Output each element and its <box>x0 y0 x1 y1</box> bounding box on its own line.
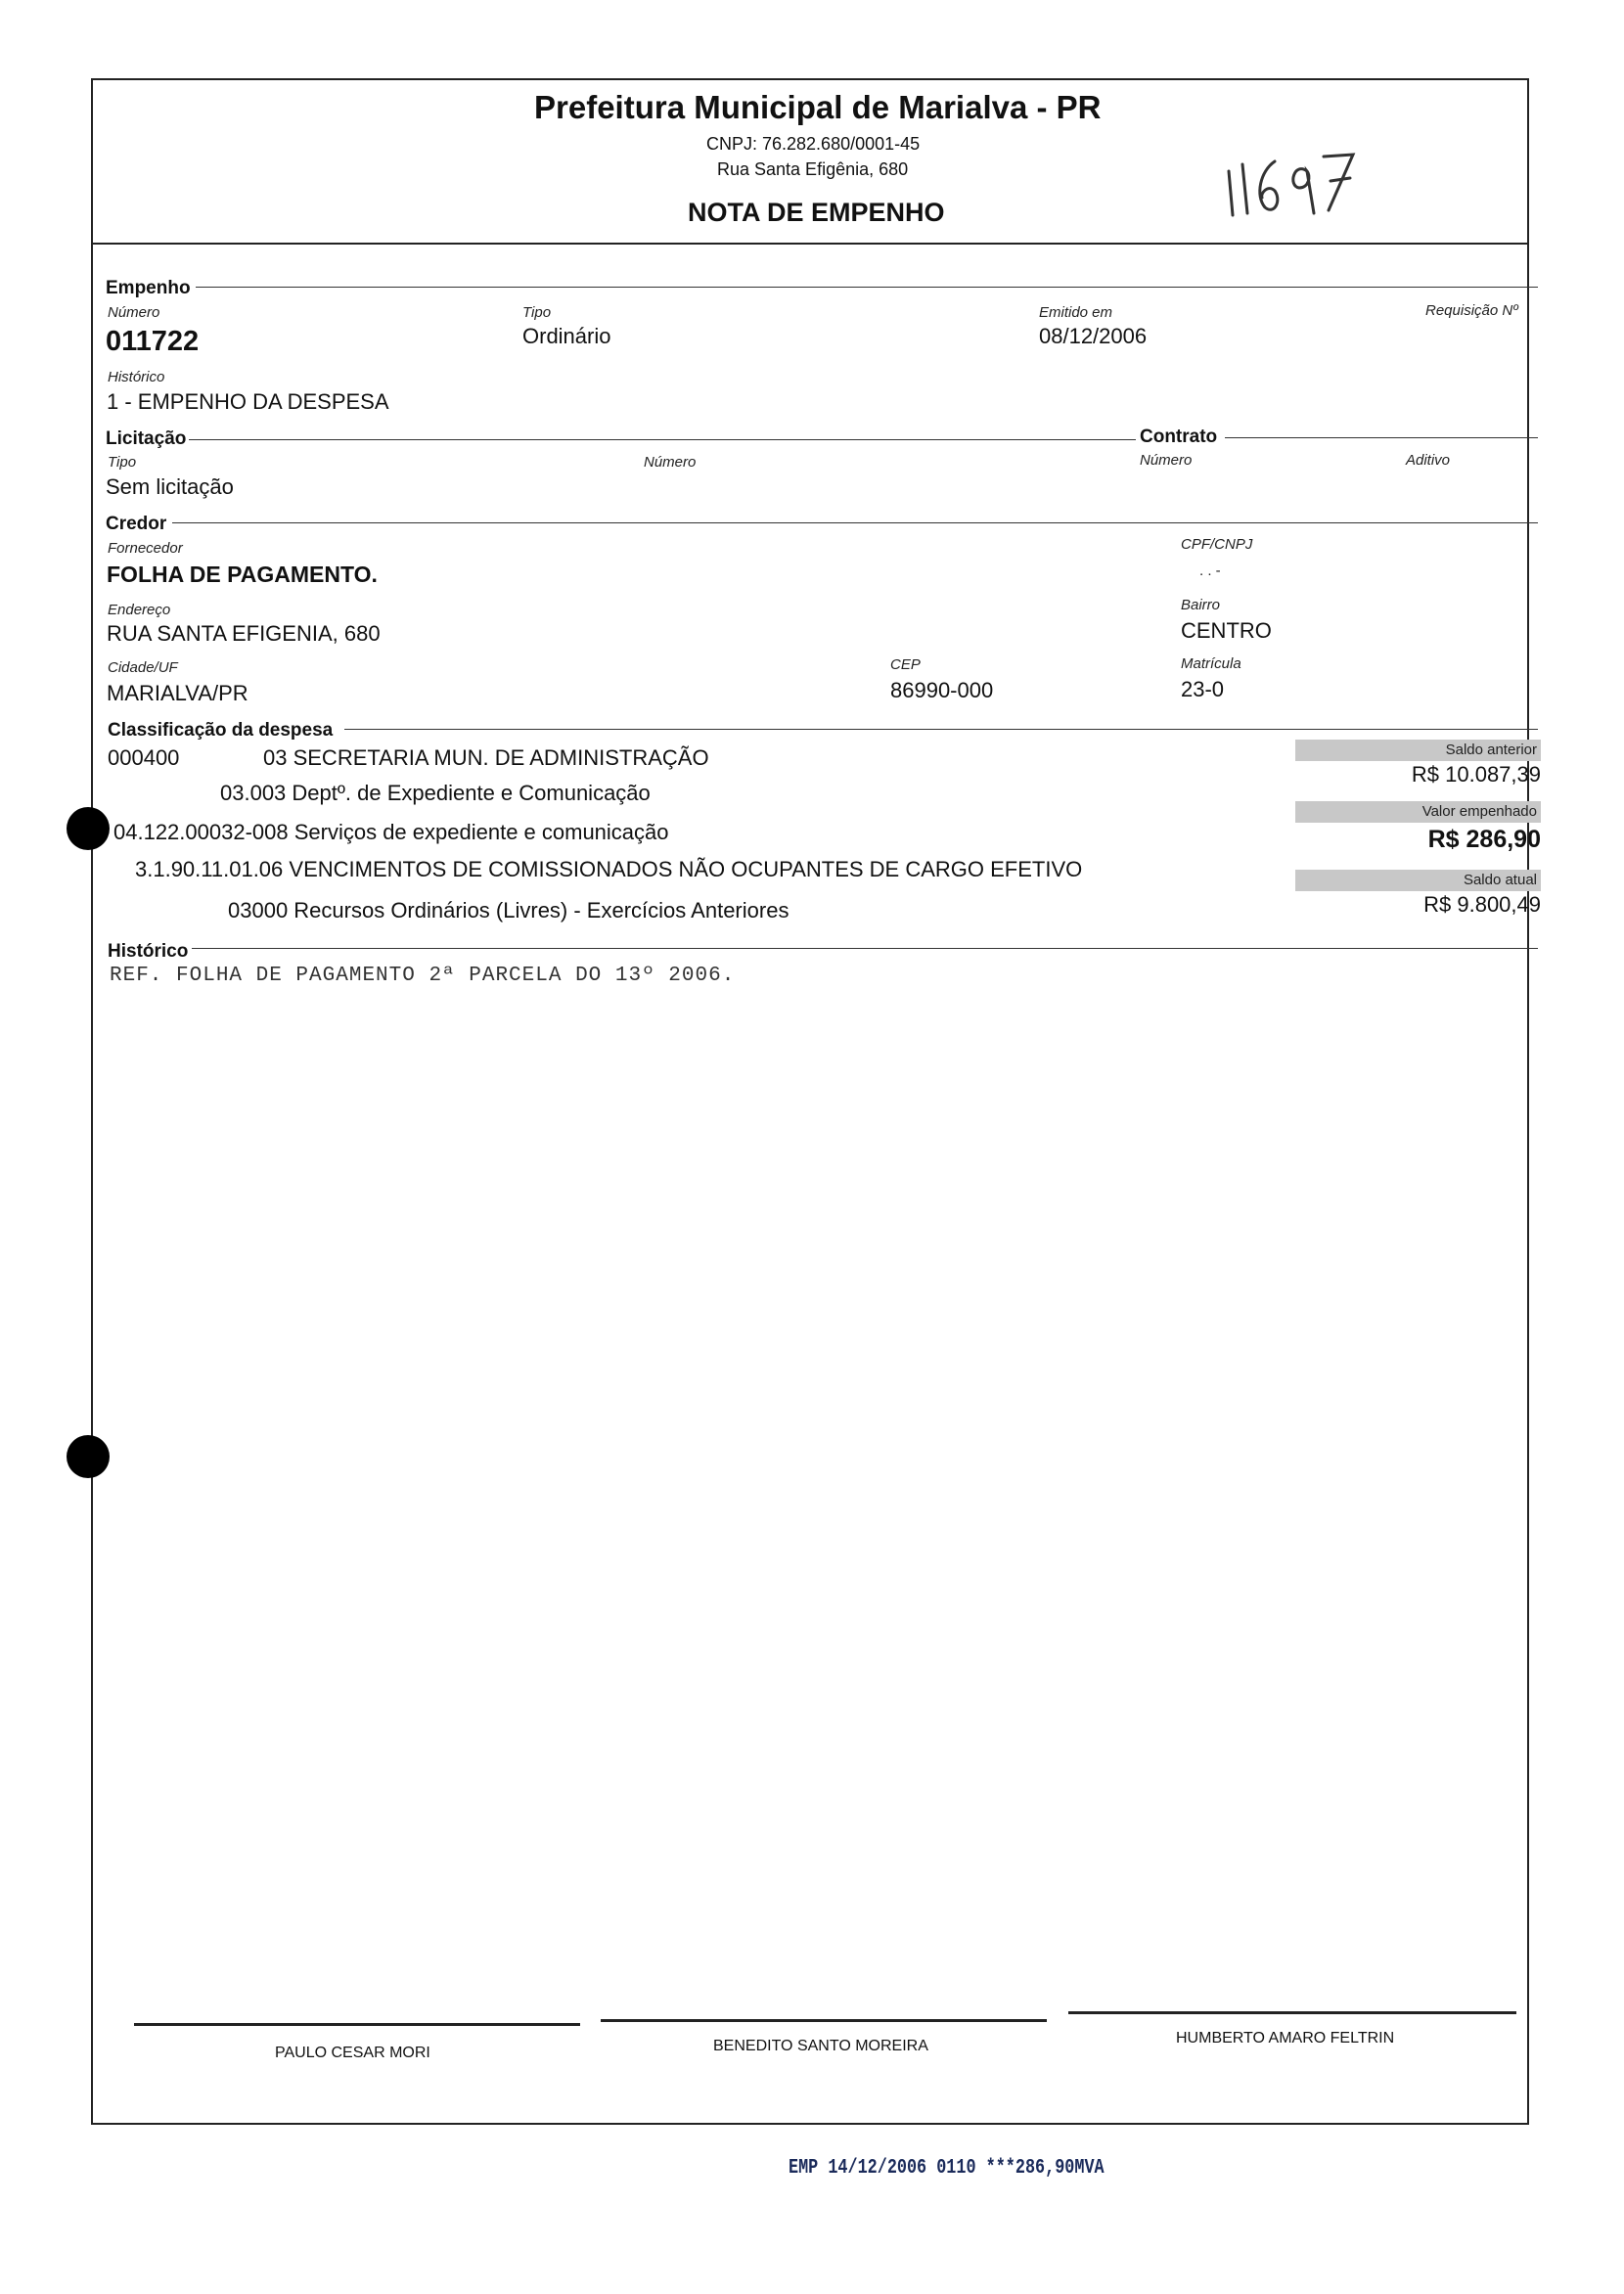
municipality-title: Prefeitura Municipal de Marialva - PR <box>534 89 1102 125</box>
matricula-label: Matrícula <box>1181 655 1241 672</box>
signature-name: HUMBERTO AMARO FELTRIN <box>1176 2030 1395 2047</box>
empenho-historico-label: Histórico <box>108 369 165 385</box>
punch-hole <box>67 807 110 850</box>
classificacao-line: 04.122.00032-008 Serviços de expediente e comunicação <box>113 820 669 844</box>
document-type: NOTA DE EMPENHO <box>688 198 945 227</box>
cidade-label: Cidade/UF <box>108 659 178 676</box>
contrato-aditivo-label: Aditivo <box>1406 452 1451 469</box>
bairro-value: CENTRO <box>1181 618 1272 643</box>
signature-name: PAULO CESAR MORI <box>275 2045 430 2061</box>
licitacao-tipo: Sem licitação <box>106 474 234 499</box>
signature-line <box>601 2019 1047 2022</box>
contrato-section-title: Contrato <box>1140 427 1218 447</box>
cpf-cnpj-value: . . - <box>1199 562 1221 579</box>
classificacao-line: 03000 Recursos Ordinários (Livres) - Exercícios Anteriores <box>228 898 789 922</box>
empenho-tipo-label: Tipo <box>522 304 552 321</box>
empenho-numero-label: Número <box>108 304 160 321</box>
signature-name: BENEDITO SANTO MOREIRA <box>713 2038 928 2054</box>
fornecedor-label: Fornecedor <box>108 540 183 557</box>
empenho-numero: 011722 <box>106 326 200 357</box>
handwritten-number <box>1221 137 1368 235</box>
saldo-atual-value: R$ 9.800,49 <box>1423 892 1541 917</box>
cep-value: 86990-000 <box>890 678 994 702</box>
classificacao-line: 3.1.90.11.01.06 VENCIMENTOS DE COMISSIONADOS NÃO OCUPANTES DE CARGO EFETIVO <box>135 857 1083 881</box>
contrato-rule <box>1225 437 1538 438</box>
empenho-rule <box>196 287 1538 288</box>
endereco-value: RUA SANTA EFIGENIA, 680 <box>107 621 381 646</box>
document-frame <box>91 78 1529 2125</box>
valor-empenhado-value: R$ 286,90 <box>1427 826 1541 853</box>
historico-rule <box>192 948 1538 949</box>
address-line: Rua Santa Efigênia, 680 <box>717 159 909 179</box>
signature-line <box>1068 2011 1516 2014</box>
classificacao-section-title: Classificação da despesa <box>108 720 334 741</box>
punch-hole <box>67 1435 110 1478</box>
historico-section-title: Histórico <box>108 941 189 962</box>
cidade-value: MARIALVA/PR <box>107 681 248 705</box>
cep-label: CEP <box>890 656 921 673</box>
licitacao-rule <box>189 439 1136 440</box>
valor-empenhado-label: Valor empenhado <box>1295 801 1541 823</box>
contrato-numero-label: Número <box>1140 452 1193 469</box>
cnpj-line: CNPJ: 76.282.680/0001-45 <box>706 134 921 154</box>
signature-line <box>134 2023 580 2026</box>
empenho-historico: 1 - EMPENHO DA DESPESA <box>107 389 389 414</box>
bairro-label: Bairro <box>1181 597 1221 613</box>
licitacao-numero-label: Número <box>644 454 697 471</box>
classificacao-rule <box>344 729 1538 730</box>
credor-rule <box>172 522 1538 523</box>
fornecedor-name: FOLHA DE PAGAMENTO. <box>107 562 378 587</box>
empenho-section-title: Empenho <box>106 278 191 298</box>
classificacao-line: 03 SECRETARIA MUN. DE ADMINISTRAÇÃO <box>263 745 709 770</box>
requisicao-label: Requisição Nº <box>1425 302 1518 319</box>
historico-text: REF. FOLHA DE PAGAMENTO 2ª PARCELA DO 13º 2006. <box>110 965 736 987</box>
saldo-atual-label: Saldo atual <box>1295 870 1541 891</box>
endereco-label: Endereço <box>108 602 171 618</box>
credor-section-title: Credor <box>106 514 167 534</box>
processing-stamp: EMP 14/12/2006 0110 ***286,90MVA <box>789 2157 1105 2180</box>
licitacao-tipo-label: Tipo <box>108 454 137 471</box>
classificacao-line: 03.003 Deptº. de Expediente e Comunicação <box>220 781 651 805</box>
emitido-date: 08/12/2006 <box>1039 324 1148 348</box>
empenho-tipo: Ordinário <box>522 324 611 348</box>
classificacao-code: 000400 <box>108 745 180 770</box>
header-separator <box>93 243 1527 245</box>
saldo-anterior-label: Saldo anterior <box>1295 740 1541 761</box>
cpf-cnpj-label: CPF/CNPJ <box>1181 536 1253 553</box>
licitacao-section-title: Licitação <box>106 428 187 449</box>
matricula-value: 23-0 <box>1181 677 1225 701</box>
emitido-label: Emitido em <box>1039 304 1113 321</box>
saldo-anterior-value: R$ 10.087,39 <box>1411 762 1541 787</box>
